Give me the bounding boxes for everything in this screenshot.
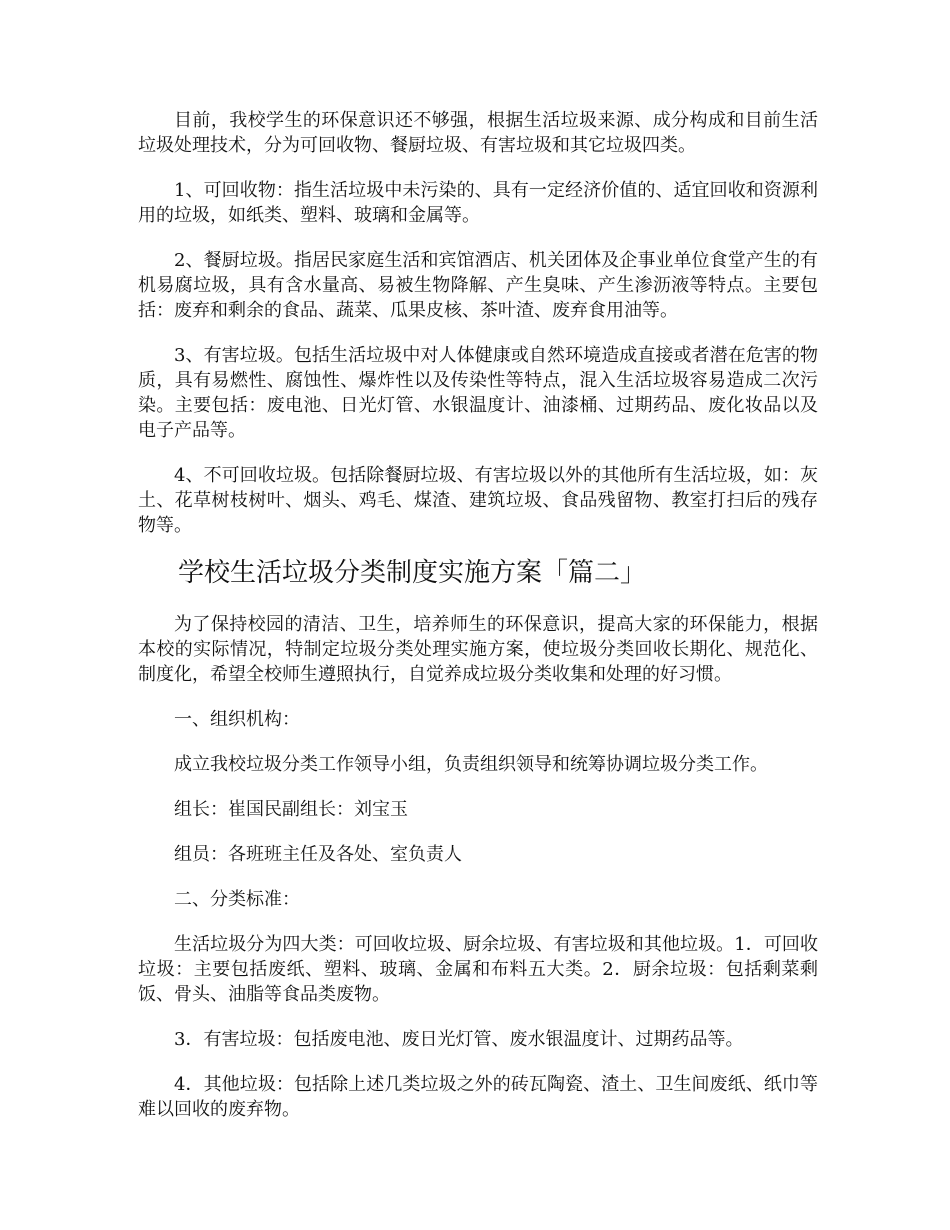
organization-heading: 一、组织机构： [174,709,300,730]
kitchen-waste-paragraph: 2、餐厨垃圾。指居民家庭生活和宾馆酒店、机关团体及企事业单位食堂产生的有机易腐垃圾，具有含水量高、易被生物降解、产生臭味、产生渗沥液等特点。主要包括：废弃和剩余的食品、蔬菜、瓜果皮核、茶叶渣、废弃食用油等。 [138,250,818,321]
organization-paragraph: 成立我校垃圾分类工作领导小组，负责组织领导和统筹协调垃圾分类工作。 [174,754,768,775]
non-recyclable-paragraph: 4、不可回收垃圾。包括除餐厨垃圾、有害垃圾以外的其他所有生活垃圾，如：灰土、花草树枝树叶、烟头、鸡毛、煤渣、建筑垃圾、食品残留物、教室打扫后的残存物等。 [138,465,818,536]
hazardous-standard-paragraph: 3．有害垃圾：包括废电池、废日光灯管、废水银温度计、过期药品等。 [174,1029,744,1050]
classification-heading: 二、分类标准： [174,889,300,910]
section-title: 学校生活垃圾分类制度实施方案「篇二」 [178,558,647,588]
recyclables-paragraph: 1、可回收物：指生活垃圾中未污染的、具有一定经济价值的、适宜回收和资源利用的垃圾，如纸类、塑料、玻璃和金属等。 [138,180,818,226]
document-page [138,108,818,1142]
members-line: 组员：各班班主任及各处、室负责人 [174,844,462,865]
hazardous-waste-paragraph: 3、有害垃圾。包括生活垃圾中对人体健康或自然环境造成直接或者潜在危害的物质，具有易燃性、腐蚀性、爆炸性以及传染性等特点，混入生活垃圾容易造成二次污染。主要包括：废电池、日光灯管、水银温度计、油漆桶、过期药品、废化妆品以及电子产品等。 [138,345,818,441]
intro-paragraph: 目前，我校学生的环保意识还不够强，根据生活垃圾来源、成分构成和目前生活垃圾处理技术，分为可回收物、餐厨垃圾、有害垃圾和其它垃圾四类。 [138,110,818,156]
classification-paragraph: 生活垃圾分为四大类：可回收垃圾、厨余垃圾、有害垃圾和其他垃圾。1．可回收垃圾：主要包括废纸、塑料、玻璃、金属和布料五大类。2．厨余垃圾：包括剩菜剩饭、骨头、油脂等食品类废物。 [138,934,818,1005]
other-waste-paragraph: 4．其他垃圾：包括除上述几类垃圾之外的砖瓦陶瓷、渣土、卫生间废纸、纸巾等难以回收的废弃物。 [138,1074,818,1120]
leader-line: 组长：崔国民副组长：刘宝玉 [174,799,408,820]
section-intro-paragraph: 为了保持校园的清洁、卫生，培养师生的环保意识，提高大家的环保能力，根据本校的实际情况，特制定垃圾分类处理实施方案，使垃圾分类回收长期化、规范化、制度化，希望全校师生遵照执行，自觉养成垃圾分类收集和处理的好习惯。 [138,614,818,685]
